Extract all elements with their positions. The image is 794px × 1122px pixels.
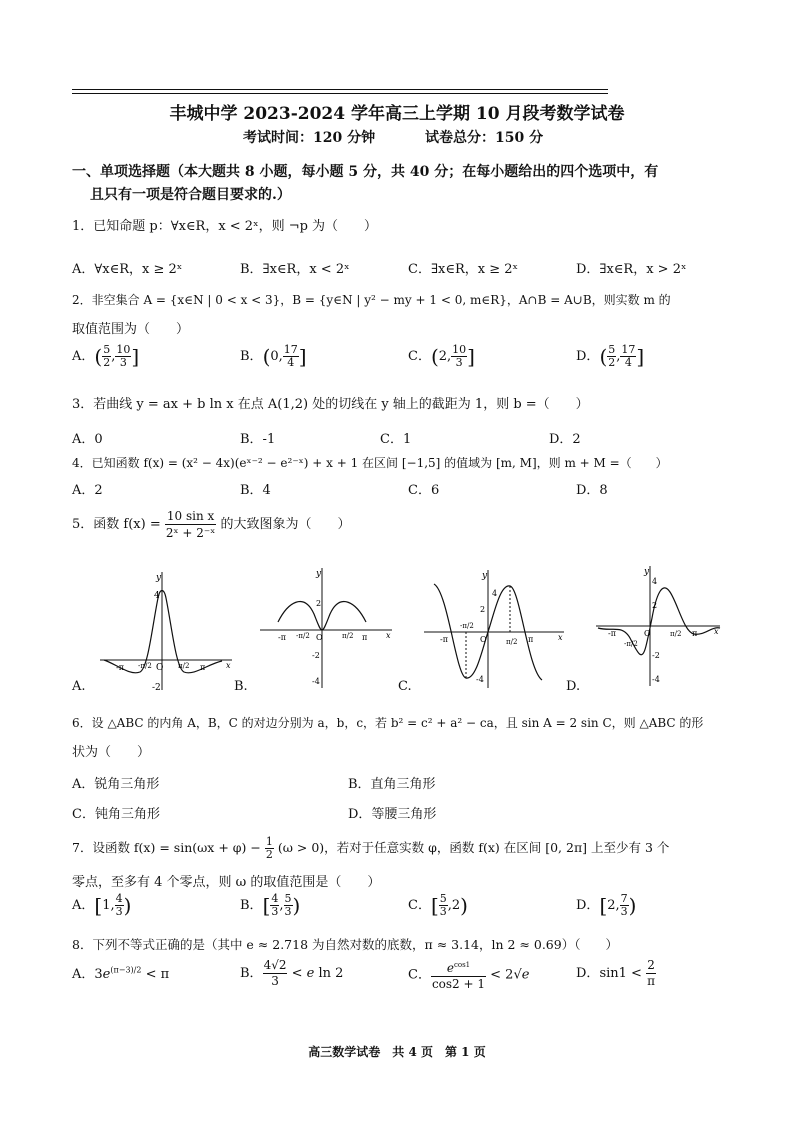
svg-text:x: x	[386, 631, 391, 640]
q7-stem-2: 零点，至多有 4 个零点，则 ω 的取值范围是（ ）	[72, 875, 381, 890]
svg-text:-π/2: -π/2	[624, 640, 638, 648]
q5-formula: $\frac{\text{10 sin x}}{\text{2ˣ + 2⁻ˣ}}$	[165, 509, 216, 540]
svg-text:O: O	[156, 663, 164, 673]
svg-text:-π: -π	[116, 663, 124, 672]
svg-text:-π: -π	[440, 635, 448, 644]
q7-option-b-label: B．	[240, 898, 263, 913]
exam-time: 考试时间：120 分钟	[243, 130, 376, 146]
svg-text:-π/2: -π/2	[460, 622, 474, 630]
svg-text:y: y	[156, 573, 162, 583]
q8-option-a-label: A．	[72, 967, 95, 982]
q5-option-b[interactable]: B.	[234, 679, 248, 694]
q5-stem-prefix: 5．函数 f(x) =	[72, 517, 161, 532]
q5-graph-b[interactable]	[258, 566, 394, 690]
svg-text:π: π	[692, 629, 698, 638]
q6-option-a[interactable]: A．锐角三角形	[72, 777, 160, 792]
q2-option-b-label: B．	[240, 349, 263, 364]
q8-option-d[interactable]: D．sin1 < $\frac{2}{\pi}$	[576, 958, 655, 988]
svg-text:-2: -2	[652, 651, 660, 660]
svg-text:π/2: π/2	[178, 662, 190, 670]
q3-stem: 3．若曲线 y = ax + b ln x 在点 A(1,2) 处的切线在 y 轴上的截距为 1，则 b =（ ）	[72, 397, 589, 412]
q4-option-d[interactable]: D．8	[576, 483, 608, 498]
svg-text:π: π	[200, 663, 206, 672]
q2-option-c-label: C．	[408, 349, 431, 364]
q4-option-c[interactable]: C．6	[408, 483, 440, 498]
q8-option-a[interactable]: A．$3e^{(\pi-3)/2} < \pi$	[72, 965, 170, 982]
q6-option-c[interactable]: C．钝角三角形	[72, 807, 160, 822]
svg-text:-π: -π	[278, 633, 286, 642]
page-title: 丰城中学 2023-2024 学年高三上学期 10 月段考数学试卷	[169, 104, 625, 124]
q5-graph-c[interactable]	[420, 566, 568, 690]
q6-stem: 6．设 △ABC 的内角 A，B，C 的对边分别为 a，b，c，若 b² = c² + a² − ca，且 sin A = 2 sin C，则 △ABC 的形	[72, 716, 704, 730]
q7-option-a-label: A．	[72, 898, 95, 913]
q6-option-b[interactable]: B．直角三角形	[348, 777, 436, 792]
q4-stem: 4．已知函数 f(x) = (x² − 4x)(eˣ⁻² − e²⁻ˣ) + x + 1 在区间 [−1,5] 的值域为 [m, M]，则 m + M =（ ）	[72, 456, 668, 470]
svg-text:-4: -4	[312, 677, 320, 686]
svg-text:y: y	[644, 567, 650, 577]
q5-stem-suffix: 的大致图象为（ ）	[220, 517, 351, 532]
svg-text:-4: -4	[476, 675, 484, 684]
q7-option-d-label: D．	[576, 898, 600, 913]
q2-stem-2: 取值范围为（ ）	[72, 322, 190, 337]
section-heading-2: 且只有一项是符合题目要求的.）	[90, 187, 291, 203]
q5-option-a[interactable]: A.	[72, 679, 86, 694]
q3-option-d[interactable]: D．2	[549, 432, 581, 447]
q2-option-c[interactable]: C．(2, $\frac{10}{3}$ ]	[408, 343, 475, 369]
q1-option-b[interactable]: B．∃x∈R，x < 2ˣ	[240, 262, 350, 277]
svg-text:π/2: π/2	[670, 630, 682, 638]
q5-graph-a[interactable]	[96, 568, 236, 692]
q2-option-a-label: A．	[72, 349, 95, 364]
svg-text:π: π	[528, 635, 534, 644]
q2-option-a[interactable]: A．( $\frac{5}{2}$ , $\frac{10}{3}$ ]	[72, 343, 140, 369]
svg-text:π/2: π/2	[506, 638, 518, 646]
q1-option-c[interactable]: C．∃x∈R，x ≥ 2ˣ	[408, 262, 519, 277]
svg-text:-π/2: -π/2	[296, 632, 310, 640]
q8-option-c[interactable]: C． $\frac{e^{cos1}}{\cos 2 + 1}$ < 2√e	[408, 958, 529, 992]
q7-half: $\frac{1}{2}$	[265, 835, 273, 861]
q2-stem: 2．非空集合 A = {x∈N | 0 < x < 3}，B = {y∈N | y² − my + 1 < 0, m∈R}，A∩B = A∪B，则实数 m 的	[72, 293, 671, 307]
svg-text:O: O	[316, 633, 323, 642]
q3-option-a[interactable]: A．0	[72, 432, 103, 447]
svg-text:O: O	[480, 635, 487, 644]
svg-text:-2: -2	[152, 683, 161, 692]
q6-option-d[interactable]: D．等腰三角形	[348, 807, 437, 822]
q3-option-b[interactable]: B．-1	[240, 432, 276, 447]
q7-option-c-label: C．	[408, 898, 431, 913]
q1-option-a[interactable]: A．∀x∈R，x ≥ 2ˣ	[72, 262, 183, 277]
header-rule-bottom	[72, 93, 608, 94]
q5-graph-d[interactable]	[594, 562, 724, 688]
q7-stem	[72, 836, 669, 861]
q8-stem: 8．下列不等式正确的是（其中 e ≈ 2.718 为自然对数的底数，π ≈ 3.14，ln 2 ≈ 0.69）（ ）	[72, 937, 618, 952]
total-score: 试卷总分：150 分	[425, 130, 544, 146]
svg-text:4: 4	[652, 577, 658, 586]
q7-stem-prefix: 7．设函数 f(x) = sin(ωx + φ) −	[72, 840, 261, 855]
page-footer: 高三数学试卷 共 4 页 第 1 页	[308, 1045, 486, 1059]
svg-text:O: O	[644, 629, 651, 638]
q8-option-b[interactable]: B． $\frac{4√2}{3}$ < e ln 2	[240, 958, 344, 988]
q7-stem-suffix: (ω > 0)，若对于任意实数 φ，函数 f(x) 在区间 [0, 2π] 上至少有 3 个	[277, 840, 670, 855]
svg-text:-π/2: -π/2	[138, 662, 152, 670]
svg-text:-2: -2	[312, 651, 320, 660]
svg-text:π/2: π/2	[342, 632, 354, 640]
svg-text:4: 4	[154, 591, 160, 601]
q6-stem-2: 状为（ ）	[72, 745, 151, 760]
q8-option-c-label: C．	[408, 967, 431, 983]
header-rule-top	[72, 89, 608, 90]
q4-option-b[interactable]: B．4	[240, 483, 271, 498]
svg-text:2: 2	[480, 605, 486, 614]
q7-option-c[interactable]: C．[ $\frac{5}{3}$ ,2)	[408, 892, 468, 918]
q1-stem: 1．已知命题 p：∀x∈R，x < 2ˣ，则 ¬p 为（ ）	[72, 219, 378, 234]
q2-option-b[interactable]: B．(0, $\frac{17}{4}$ ]	[240, 343, 307, 369]
q7-option-d[interactable]: D．[2, $\frac{7}{3}$ )	[576, 892, 637, 918]
q5-option-c[interactable]: C.	[398, 679, 412, 694]
q8-option-d-label: D．	[576, 966, 600, 981]
svg-text:π: π	[362, 633, 368, 642]
q5-option-d[interactable]: D.	[566, 679, 581, 694]
svg-text:4: 4	[492, 589, 498, 598]
svg-text:x: x	[714, 627, 719, 636]
q7-option-b[interactable]: B．[ $\frac{4}{3}$ , $\frac{5}{3}$ )	[240, 892, 301, 918]
q8-option-b-label: B．	[240, 966, 263, 981]
q2-option-d-label: D．	[576, 349, 600, 364]
svg-text:x: x	[558, 633, 563, 642]
q3-option-c[interactable]: C．1	[380, 432, 412, 447]
svg-text:2: 2	[652, 601, 658, 610]
q4-option-a[interactable]: A．2	[72, 483, 103, 498]
svg-text:-π: -π	[608, 629, 616, 638]
q7-option-a[interactable]: A．[1, $\frac{4}{3}$ )	[72, 892, 132, 918]
svg-text:x: x	[226, 661, 231, 670]
q2-option-d[interactable]: D．( $\frac{5}{2}$ , $\frac{17}{4}$ ]	[576, 343, 645, 369]
svg-text:y: y	[316, 569, 322, 579]
q1-option-d[interactable]: D．∃x∈R，x > 2ˣ	[576, 262, 687, 277]
q5-stem	[72, 508, 350, 541]
svg-text:2: 2	[316, 599, 322, 608]
section-heading: 一、单项选择题（本大题共 8 小题，每小题 5 分，共 40 分；在每小题给出的四个选项中，有	[72, 164, 659, 180]
svg-text:y: y	[482, 571, 488, 581]
svg-text:-4: -4	[652, 675, 660, 684]
